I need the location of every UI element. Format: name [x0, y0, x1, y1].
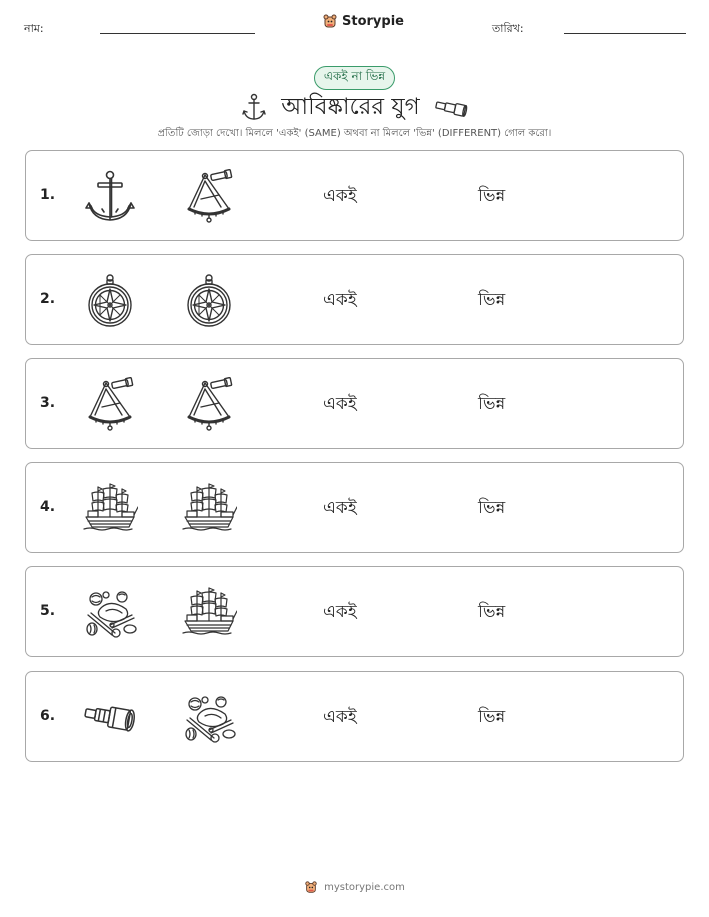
date-label: তারিখ: [492, 22, 524, 35]
sextant-icon [181, 377, 237, 433]
different-option[interactable]: ভিন্ন [478, 602, 506, 622]
different-option[interactable]: ভিন্ন [478, 290, 506, 310]
ship-icon [82, 481, 138, 537]
instructions: প্রতিটি জোড়া দেখো। মিললে 'একই' (SAME) অথবা না মিললে 'ভিন্ন' (DIFFERENT) গোল করো। [157, 128, 552, 139]
same-option[interactable]: একই [323, 394, 357, 414]
anchor-icon [241, 93, 267, 123]
row-number: 4. [40, 499, 56, 515]
footer-site[interactable]: mystorypie.com [324, 881, 405, 893]
different-option[interactable]: ভিন্ন [478, 498, 506, 518]
row-number: 1. [40, 187, 56, 203]
same-option[interactable]: একই [323, 186, 357, 206]
row-number: 5. [40, 603, 56, 619]
question-row [25, 671, 684, 762]
brand-name: Storypie [342, 13, 404, 29]
same-option[interactable]: একই [323, 290, 357, 310]
compass-icon [181, 273, 237, 329]
worksheet-type-badge: একই না ভিন্ন [314, 66, 395, 90]
ship-icon [181, 585, 237, 641]
question-row [25, 566, 684, 657]
title-row [0, 88, 709, 127]
row-number: 2. [40, 291, 56, 307]
row-number: 3. [40, 395, 56, 411]
page-title: আবিষ্কারের যুগ [281, 94, 420, 120]
same-option[interactable]: একই [323, 707, 357, 727]
storypie-mascot-icon [304, 880, 318, 894]
anchor-icon [82, 169, 138, 225]
name-line[interactable] [100, 33, 255, 34]
different-option[interactable]: ভিন্ন [478, 394, 506, 414]
footer [0, 880, 709, 894]
question-row [25, 462, 684, 553]
name-label: নাম: [24, 22, 44, 35]
question-row [25, 358, 684, 449]
ship-icon [181, 481, 237, 537]
question-row [25, 150, 684, 241]
date-line[interactable] [564, 33, 686, 34]
sextant-icon [82, 377, 138, 433]
sextant-icon [181, 169, 237, 225]
spices-icon [181, 690, 237, 746]
same-option[interactable]: একই [323, 602, 357, 622]
telescope-icon [434, 98, 468, 118]
compass-icon [82, 273, 138, 329]
question-row [25, 254, 684, 345]
storypie-logo [322, 13, 404, 29]
different-option[interactable]: ভিন্ন [478, 707, 506, 727]
spices-icon [82, 585, 138, 641]
row-number: 6. [40, 708, 56, 724]
storypie-mascot-icon [322, 13, 338, 29]
different-option[interactable]: ভিন্ন [478, 186, 506, 206]
telescope-icon [82, 690, 138, 746]
same-option[interactable]: একই [323, 498, 357, 518]
